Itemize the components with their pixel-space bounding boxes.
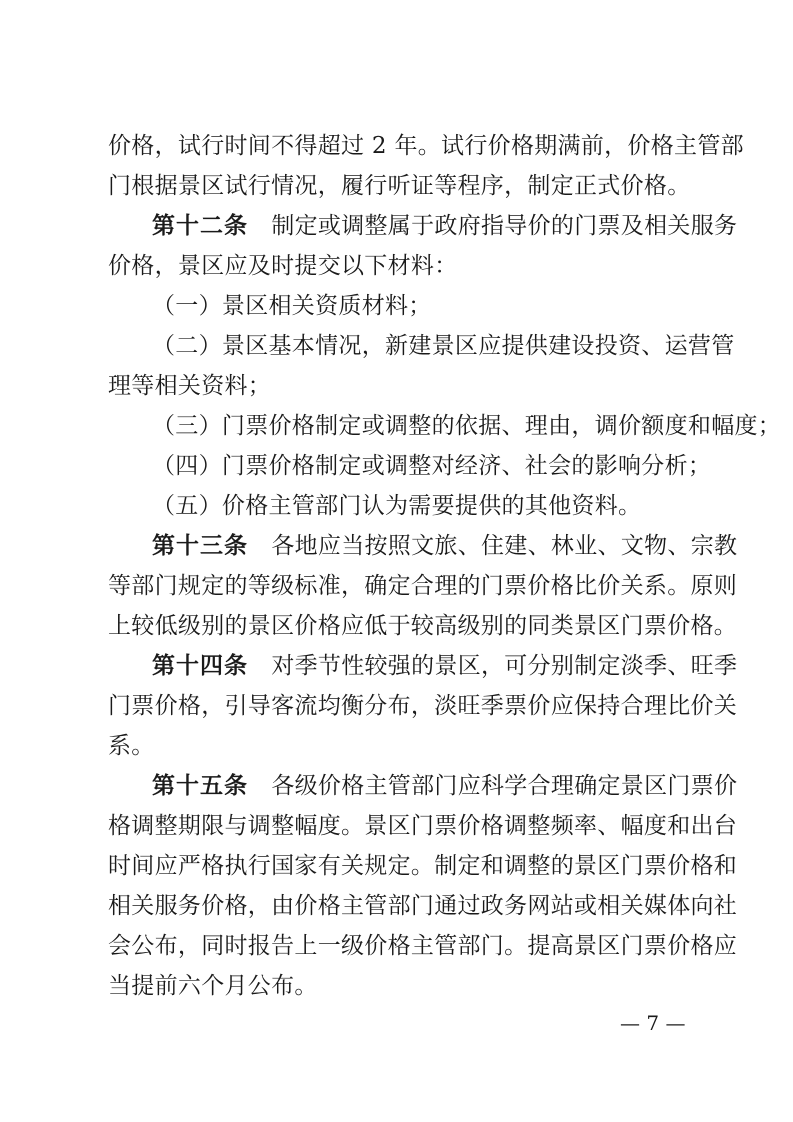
text-segment: 各地应当按照文旅、住建、林业、文物、宗教: [271, 533, 738, 559]
text-line: 上较低级别的景区价格应低于较高级别的同类景区门票价格。: [108, 613, 738, 639]
text-line: 门根据景区试行情况，履行听证等程序，制定正式价格。: [108, 173, 691, 199]
list-item: （一）景区相关资质材料；: [152, 293, 432, 319]
text-segment: [248, 533, 271, 559]
article-heading: 第十五条: [152, 773, 248, 799]
text-line: 会公布，同时报告上一级价格主管部门。提高景区门票价格应: [108, 933, 738, 959]
text-segment: [248, 213, 271, 239]
text-line: 等部门规定的等级标准，确定合理的门票价格比价关系。原则: [108, 573, 738, 599]
page-number: — 7 —: [620, 1011, 686, 1035]
list-item: （二）景区基本情况，新建景区应提供建设投资、运营管: [152, 333, 735, 359]
article-12-first-line: [152, 212, 738, 240]
text-segment: 制定或调整属于政府指导价的门票及相关服务: [271, 213, 738, 239]
text-segment: [248, 653, 271, 679]
text-line: 理等相关资料；: [108, 373, 272, 399]
text-line: 价格，景区应及时提交以下材料：: [108, 253, 458, 279]
list-item: （四）门票价格制定或调整对经济、社会的影响分析；: [152, 453, 712, 479]
text-segment: 对季节性较强的景区，可分别制定淡季、旺季: [271, 653, 738, 679]
article-heading: 第十二条: [152, 213, 248, 239]
text-line: 系。: [108, 733, 155, 759]
article-14-first-line: [152, 652, 738, 680]
article-heading: 第十三条: [152, 533, 248, 559]
text-line: 格调整期限与调整幅度。景区门票价格调整频率、幅度和出台: [108, 813, 738, 839]
text-segment: 各级价格主管部门应科学合理确定景区门票价: [271, 773, 738, 799]
text-segment: [248, 773, 271, 799]
article-15-first-line: [152, 772, 738, 800]
list-item: （五）价格主管部门认为需要提供的其他资料。: [152, 493, 642, 519]
text-line: 门票价格，引导客流均衡分布，淡旺季票价应保持合理比价关: [108, 693, 738, 719]
text-line: 价格，试行时间不得超过 2 年。试行价格期满前，价格主管部: [108, 133, 744, 159]
text-line: 时间应严格执行国家有关规定。制定和调整的景区门票价格和: [108, 853, 738, 879]
text-line: 相关服务价格，由价格主管部门通过政务网站或相关媒体向社: [108, 893, 738, 919]
list-item: （三）门票价格制定或调整的依据、理由，调价额度和幅度；: [152, 413, 782, 439]
text-line: 当提前六个月公布。: [108, 973, 318, 999]
article-heading: 第十四条: [152, 653, 248, 679]
article-13-first-line: [152, 532, 738, 560]
